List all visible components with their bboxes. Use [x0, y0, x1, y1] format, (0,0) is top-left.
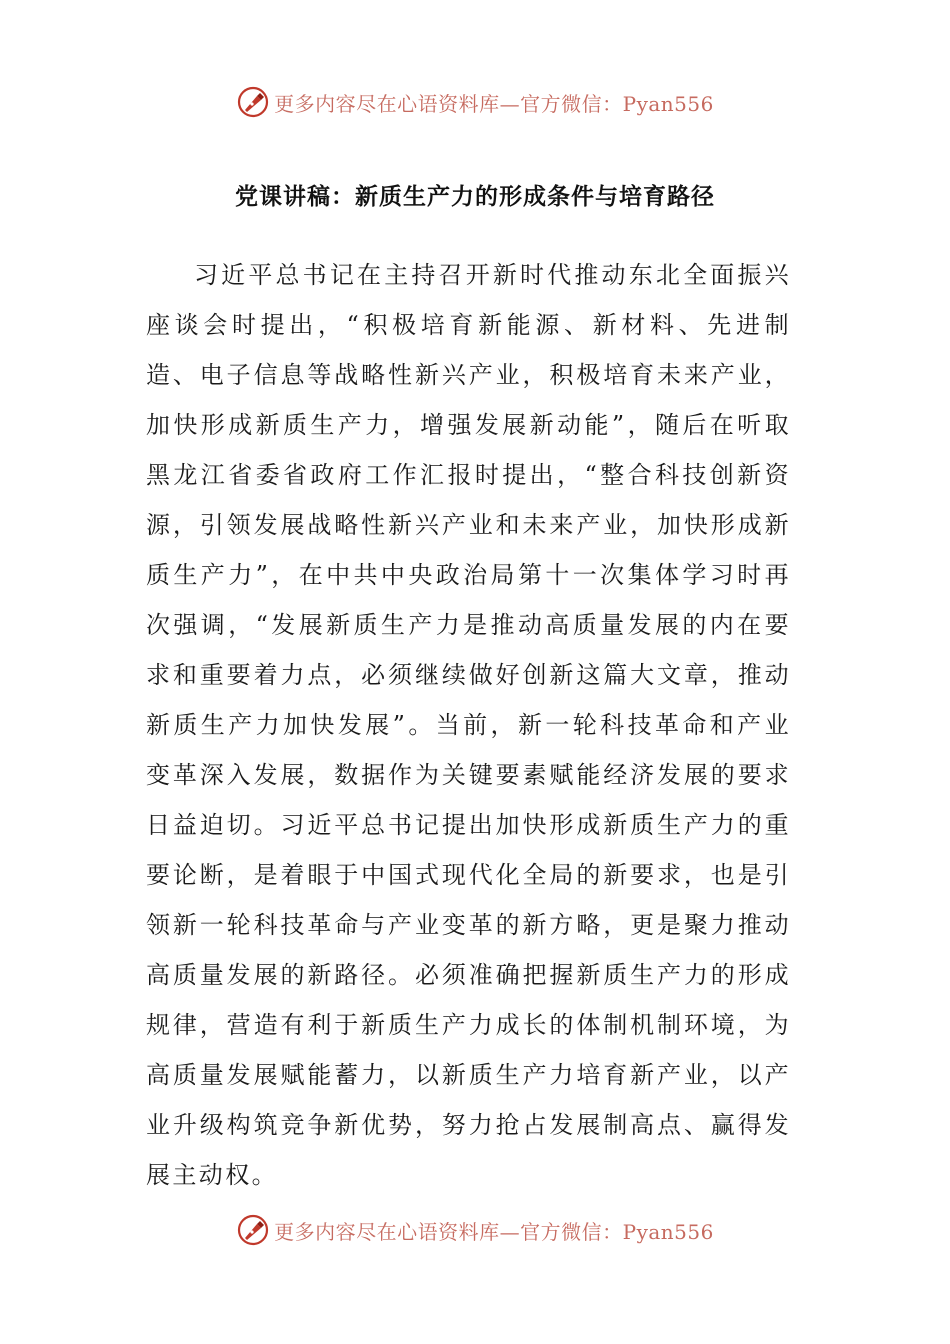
document-title: 党课讲稿：新质生产力的形成条件与培育路径 [235, 184, 715, 210]
header-banner-text: 更多内容尽在心语资料库—官方微信：Pyan556 [274, 91, 714, 116]
footer-banner-text: 更多内容尽在心语资料库—官方微信：Pyan556 [274, 1219, 714, 1244]
pen-nib-logo-icon [236, 85, 270, 119]
pen-nib-logo-icon [236, 1213, 270, 1247]
document-body-paragraph: 习近平总书记在主持召开新时代推动东北全面振兴座谈会时提出，“积极培育新能源、新材料、先进制造、电子信息等战略性新兴产业，积极培育未来产业，加快形成新质生产力，增强发展新动能”，随后在听取黑龙江省委省政府工作汇报时提出，“整合科技创新资源，引领发展战略性新兴产业和未来产业，加快形成新质生产力”，在中共中央政治局第十一次集体学习时再次强调，“发展新质生产力是推动高质量发展的内在要求和重要着力点，必须继续做好创新这篇大文章，推动新质生产力加快发展”。当前，新一轮科技革命和产业变革深入发展，数据作为关键要素赋能经济发展的要求日益迫切。习近平总书记提出加快形成新质生产力的重要论断，是着眼于中国式现代化全局的新要求，也是引领新一轮科技革命与产业变革的新方略，更是聚力推动高质量发展的新路径。必须准确把握新质生产力的形成规律，营造有利于新质生产力成长的体制机制环境，为高质量发展赋能蓄力，以新质生产力培育新产业，以产业升级构筑竞争新优势，努力抢占发展制高点、赢得发展主动权。 [146, 261, 791, 1189]
header-banner [0, 82, 950, 122]
footer-banner [0, 1210, 950, 1250]
